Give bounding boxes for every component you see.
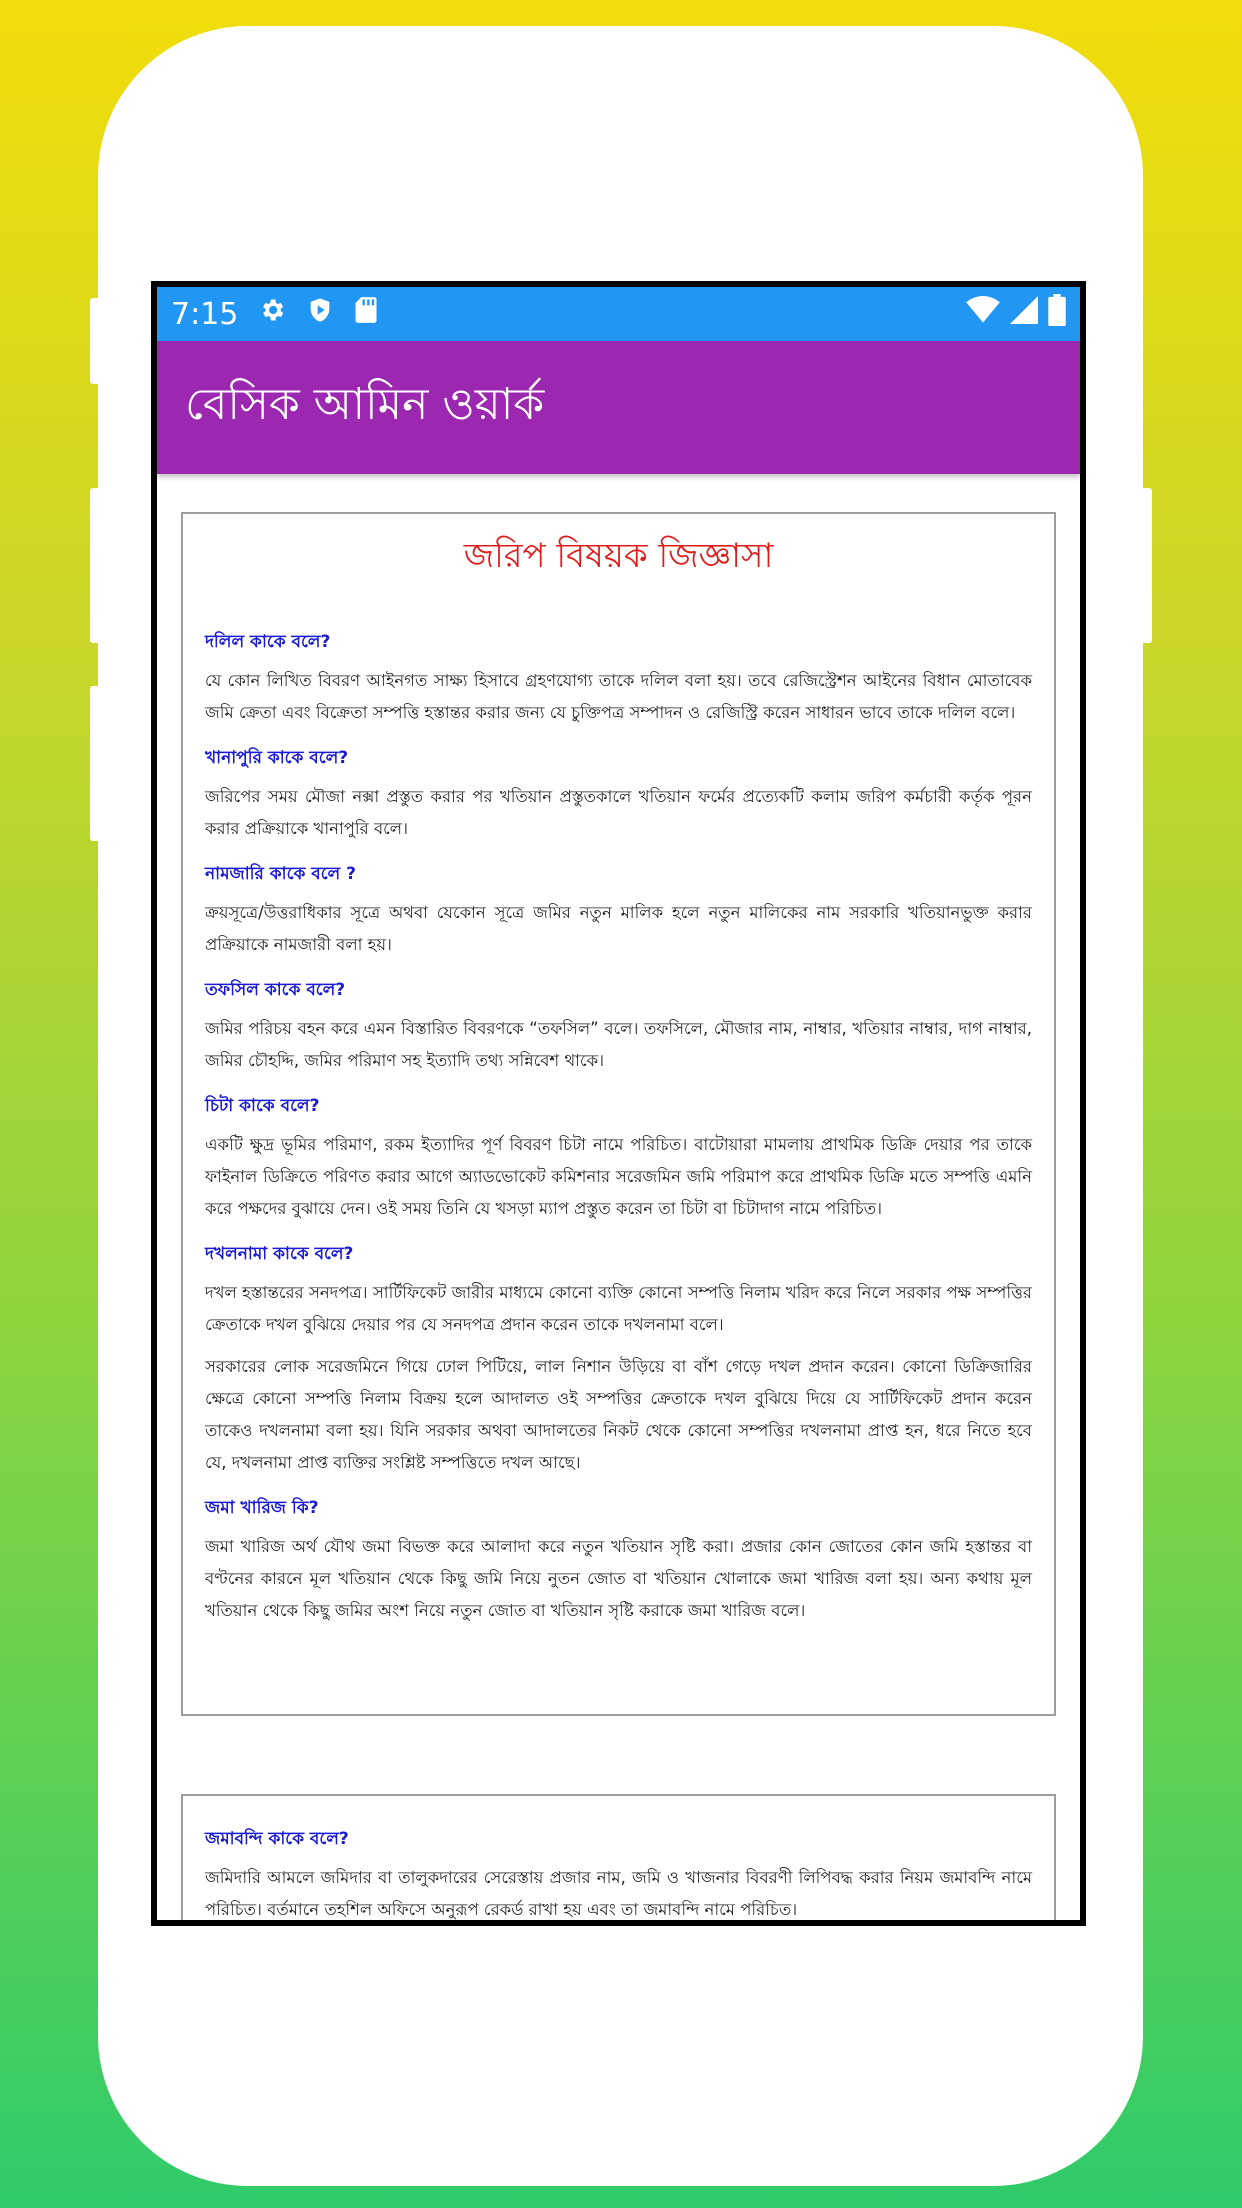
status-bar: [157, 287, 1080, 341]
question: দখলনামা কাকে বলে?: [205, 1244, 354, 1264]
qa-card: [181, 1794, 1056, 1926]
question: জমাবন্দি কাকে বলে?: [205, 1829, 349, 1849]
answer: যে কোন লিখিত বিবরণ আইনগত সাক্ষ্য হিসাবে গ্রহণযোগ্য তাকে দলিল বলা হয়। তবে রেজিস্ট্রেশন আইনের বিধান মোতাবেক জমি ক্রেতা এবং বিক্রেতা সম্পত্তি হস্তান্তর করার জন্য যে চুক্তিপত্র সম্পাদন ও রেজিস্ট্রি করেন সাধারন ভাবে তাকে দলিল বলে।: [205, 671, 1032, 722]
answer: জরিপের সময় মৌজা নক্সা প্রস্তুত করার পর খতিয়ান প্রস্তুতকালে খতিয়ান ফর্মের প্রত্যেকটি কলাম জরিপ কর্মচারী কর্তৃক পূরন করার প্রক্রিয়াকে খানাপুরি বলে।: [205, 787, 1032, 838]
wifi-icon: [966, 296, 1000, 332]
question: দলিল কাকে বলে?: [205, 632, 331, 652]
answer: সরকারের লোক সরেজমিনে গিয়ে ঢোল পিটিয়ে, লাল নিশান উড়িয়ে বা বাঁশ গেড়ে দখল প্রদান করেন। কোনো ডিক্রিজারির ক্ষেত্রে কোনো সম্পত্তি নিলাম বিক্রয় হলে আদালত ওই সম্পত্তির ক্রেতাকে দখল বুঝিয়ে দিয়ে যে সার্টিফিকেট প্রদান করেন তাকেও দখলনামা বলা হয়। যিনি সরকার অথবা আদালতের নিকট থেকে কোনো সম্পত্তির দখলনামা প্রাপ্ত হন, ধরে নিতে হবে যে, দখলনামা প্রাপ্ত ব্যক্তির সংশ্লিষ্ট সম্পত্তিতে দখল আছে।: [205, 1357, 1032, 1472]
question: চিটা কাকে বলে?: [205, 1096, 320, 1116]
answer: জমা খারিজ অর্থ যৌথ জমা বিভক্ত করে আলাদা করে নতুন খতিয়ান সৃষ্টি করা। প্রজার কোন জোতের কোন জমি হস্তান্তর বা বণ্টনের কারনে মূল খতিয়ান থেকে কিছু জমি নিয়ে নুতন জোত বা খতিয়ান খোলাকে জমা খারিজ বলা হয়। অন্য কথায় মূল খতিয়ান থেকে কিছু জমির অংশ নিয়ে নতুন জোত বা খতিয়ান সৃষ্টি করাকে জমা খারিজ বলে।: [205, 1537, 1032, 1620]
answer: জমির পরিচয় বহন করে এমন বিস্তারিত বিবরণকে “তফসিল” বলে। তফসিলে, মৌজার নাম, নাম্বার, খতিয়ার নাম্বার, দাগ নাম্বার, জমির চৌহদ্দি, জমির পরিমাণ সহ ইত্যাদি তথ্য সন্নিবেশ থাকে।: [205, 1019, 1032, 1070]
answer: দখল হস্তান্তরের সনদপত্র। সার্টিফিকেট জারীর মাধ্যমে কোনো ব্যক্তি কোনো সম্পত্তি নিলাম খরিদ করে নিলে সরকার পক্ষ সম্পত্তির ক্রেতাকে দখল বুঝিয়ে দেয়ার পর যে সনদপত্র প্রদান করেন তাকে দখলনামা বলে।: [205, 1283, 1032, 1334]
phone-side-button: [90, 488, 102, 643]
question: জমা খারিজ কি?: [205, 1498, 319, 1518]
phone-side-button: [90, 298, 102, 384]
answer: ক্রয়সূত্রে/উত্তরাধিকার সূত্রে অথবা যেকোন সূত্রে জমির নতুন মালিক হলে নতুন মালিকের নাম সরকারি খতিয়ানভুক্ত করার প্রক্রিয়াকে নামজারী বলা হয়।: [205, 903, 1032, 954]
content-scroll[interactable]: [157, 474, 1080, 1926]
answer: একটি ক্ষুদ্র ভূমির পরিমাণ, রকম ইত্যাদির পূর্ণ বিবরণ চিটা নামে পরিচিত। বাটোয়ারা মামলায় প্রাথমিক ডিক্রি দেয়ার পর তাকে ফাইনাল ডিক্রিতে পরিণত করার আগে অ্যাডভোকেট কমিশনার সরেজমিন জমি পরিমাপ করে প্রাথমিক ডিক্রি মতে সম্পত্তি এমনি করে পক্ষদের বুঝায়ে দেন। ওই সময় তিনি যে খসড়া ম্যাপ প্রস্তুত করেন তা চিটা বা চিটাদাগ নামে পরিচিত।: [205, 1135, 1032, 1218]
card-title: জরিপ বিষয়ক জিজ্ঞাসা: [463, 536, 774, 576]
answer: জমিদারি আমলে জমিদার বা তালুকদারের সেরেস্তায় প্রজার নাম, জমি ও খাজনার বিবরণী লিপিবদ্ধ করার নিয়ম জমাবন্দি নামে পরিচিত। বর্তমানে তহশিল অফিসে অনুরূপ রেকর্ড রাখা হয় এবং তা জমাবন্দি নামে পরিচিত।: [205, 1868, 1032, 1919]
device-screen: [151, 281, 1086, 1926]
status-time: 7:15: [171, 296, 239, 332]
battery-icon: [1048, 294, 1066, 334]
sd-card-icon: [354, 296, 378, 332]
shield-play-icon: [306, 296, 334, 332]
app-bar: [157, 341, 1080, 474]
question: তফসিল কাকে বলে?: [205, 980, 346, 1000]
question: খানাপুরি কাকে বলে?: [205, 748, 349, 768]
gear-icon: [258, 296, 286, 332]
app-title: বেসিক আমিন ওয়ার্ক: [185, 379, 545, 430]
question: নামজারি কাকে বলে ?: [205, 864, 356, 884]
phone-side-button: [90, 686, 102, 841]
qa-card: [181, 512, 1056, 1716]
phone-side-button: [1140, 488, 1152, 643]
signal-icon: [1010, 296, 1038, 332]
